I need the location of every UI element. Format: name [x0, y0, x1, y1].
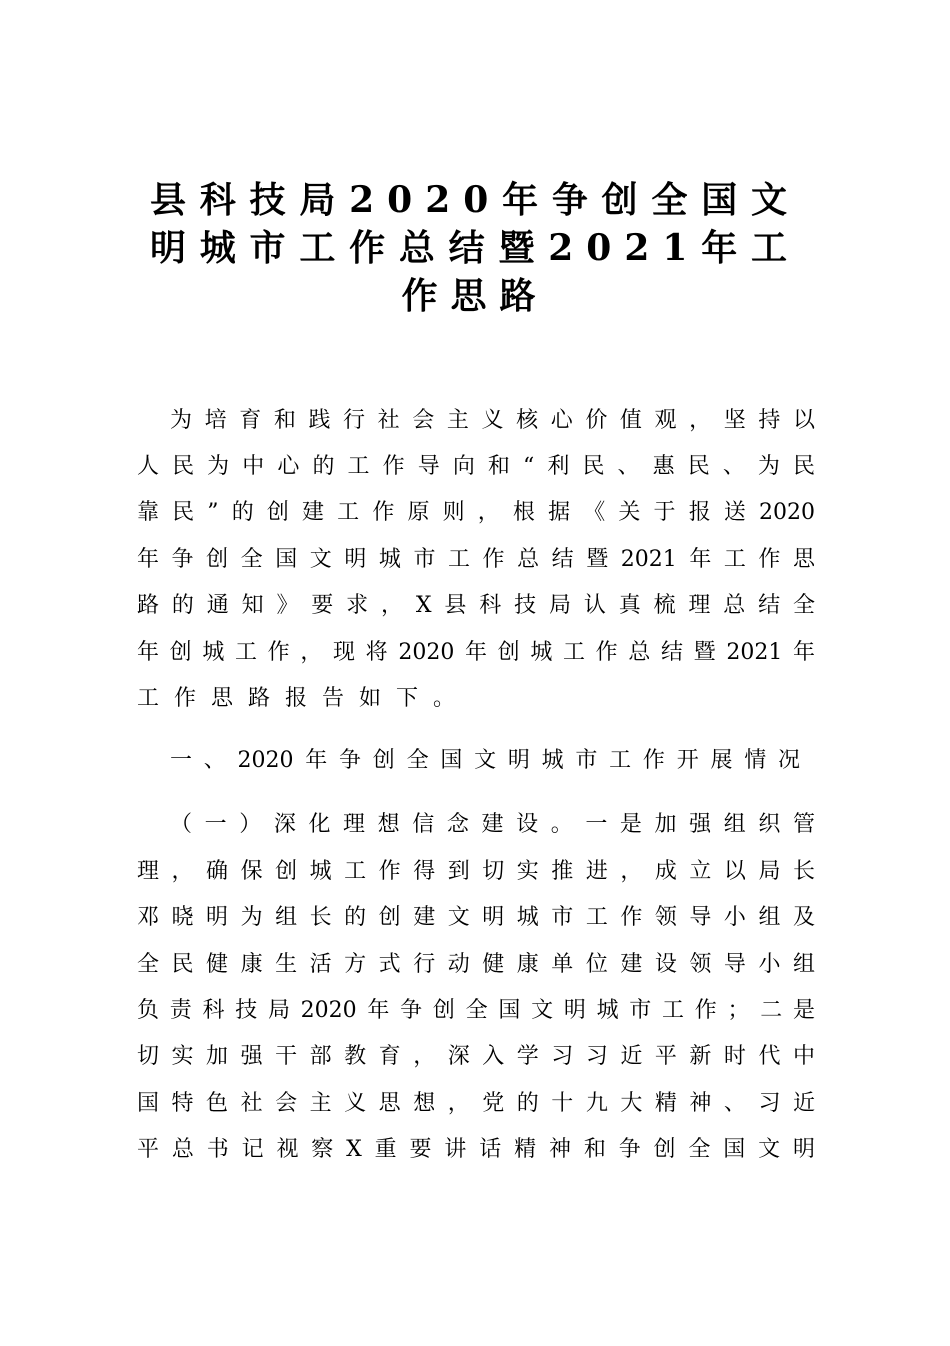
paragraph-line: 平总书记视察X重要讲话精神和争创全国文明	[137, 1137, 815, 1162]
paragraph-line: 国特色社会主义思想，党的十九大精神、习近	[137, 1091, 815, 1116]
paragraph-line: 负责科技局2020年争创全国文明城市工作；二是	[137, 998, 815, 1023]
paragraph-line: 靠民”的创建工作原则，根据《关于报送2020	[137, 500, 815, 525]
paragraph-line: （一）深化理想信念建设。一是加强组织管	[170, 812, 815, 837]
document-title: 县科技局2020年争创全国文明城市工作总结暨2021年工作思路	[150, 179, 800, 317]
paragraph-line: 人民为中心的工作导向和“利民、惠民、为民	[137, 454, 815, 479]
paragraph-line: 邓晓明为组长的创建文明城市工作领导小组及	[137, 905, 815, 930]
paragraph-line: 工作思路报告如下。	[137, 686, 471, 711]
paragraph-line: 年创城工作，现将2020年创城工作总结暨2021年	[137, 640, 815, 665]
paragraph-line: 为培育和践行社会主义核心价值观，坚持以	[170, 408, 815, 433]
paragraph-line: 切实加强干部教育，深入学习习近平新时代中	[137, 1044, 815, 1069]
paragraph-line: 全民健康生活方式行动健康单位建设领导小组	[137, 952, 815, 977]
section-heading: 一、2020年争创全国文明城市工作开展情况	[170, 748, 800, 773]
paragraph-line: 路的通知》要求，X县科技局认真梳理总结全	[137, 593, 815, 618]
paragraph-line: 理，确保创城工作得到切实推进，成立以局长	[137, 859, 815, 884]
paragraph-line: 年争创全国文明城市工作总结暨2021年工作思	[137, 547, 815, 572]
